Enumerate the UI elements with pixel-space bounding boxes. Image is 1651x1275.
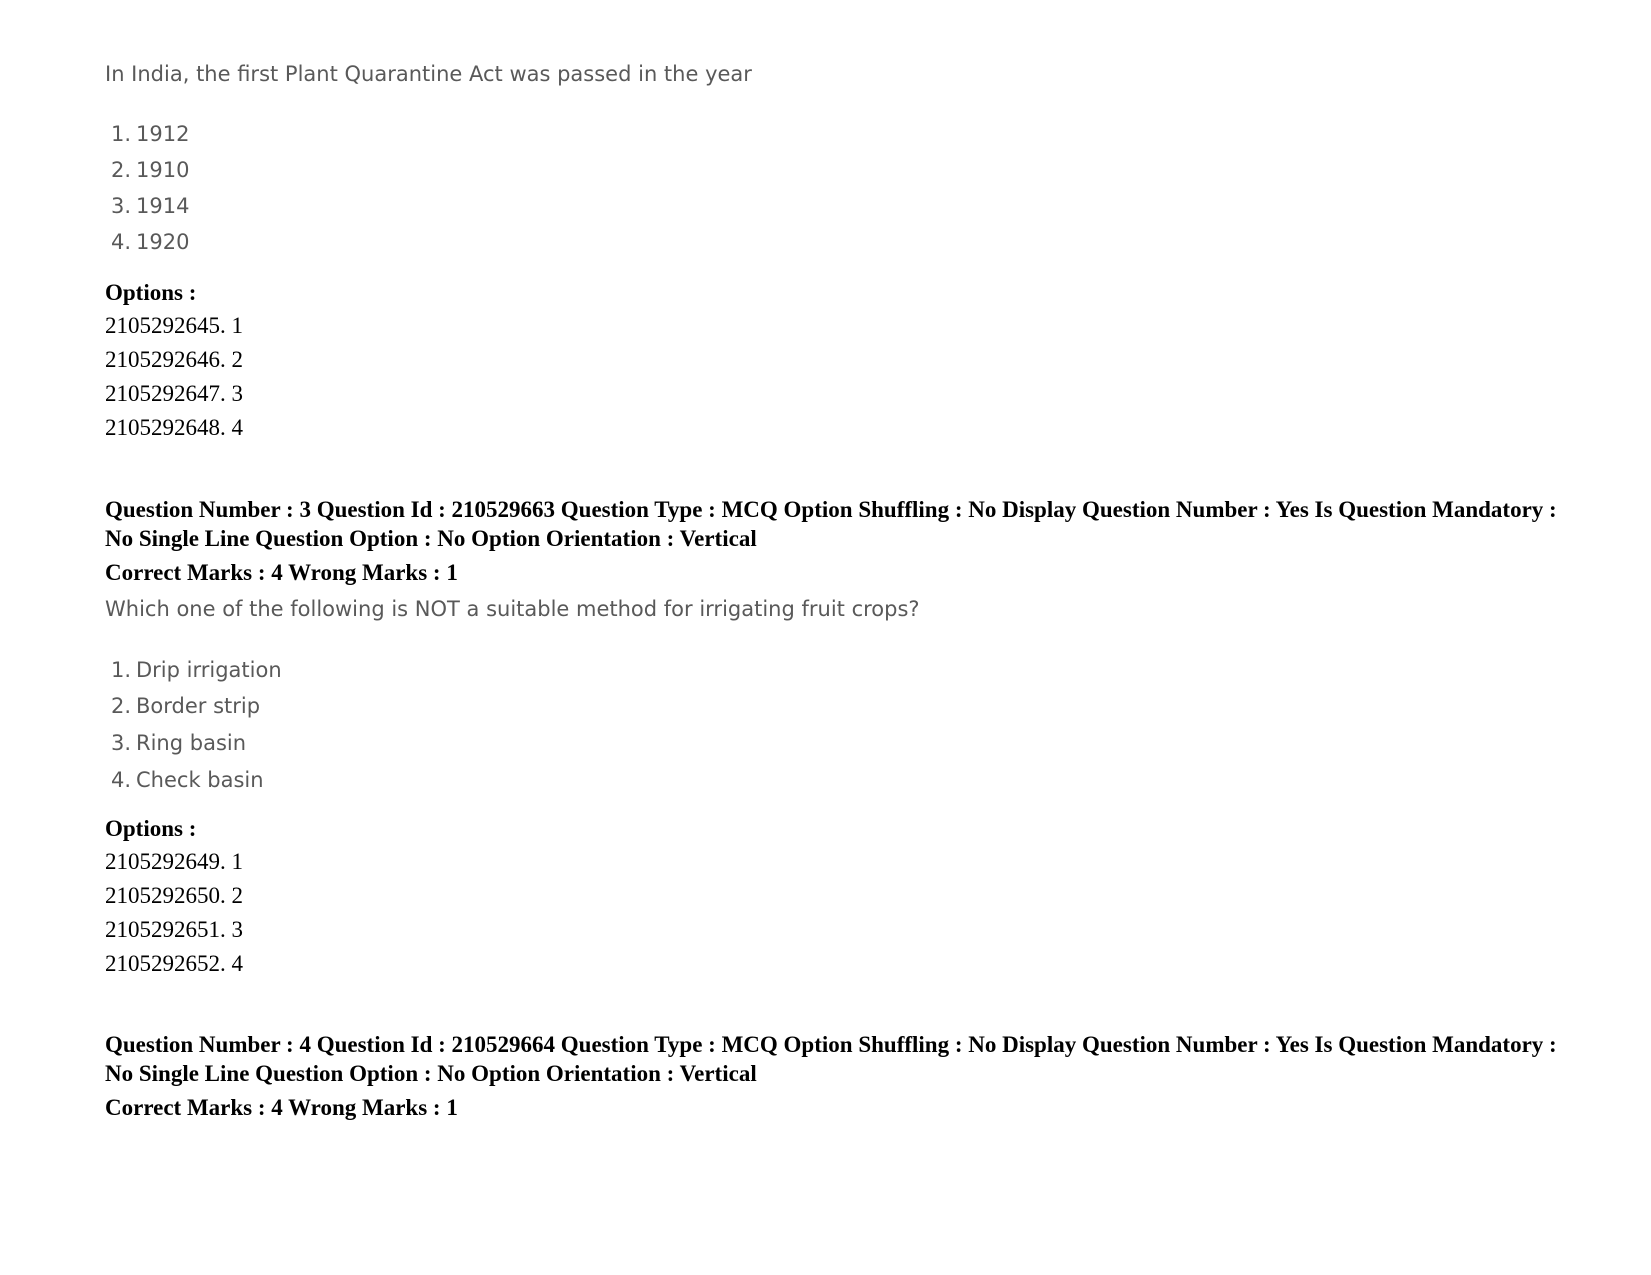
question-3-option-id-3: 2105292651. 3 — [105, 917, 243, 942]
question-3-choice-2 — [105, 694, 260, 718]
choice-text: Border strip — [136, 694, 261, 718]
question-2-option-id-3: 2105292647. 3 — [105, 381, 243, 406]
question-2-choice-2 — [105, 158, 189, 182]
choice-number: 4. — [111, 768, 132, 792]
choice-number: 3. — [111, 194, 132, 218]
question-2-text: In India, the first Plant Quarantine Act was passed in the year — [105, 62, 752, 86]
question-3-option-id-4: 2105292652. 4 — [105, 951, 243, 976]
choice-text: 1912 — [136, 122, 190, 146]
choice-number: 1. — [111, 658, 132, 682]
choice-number: 1. — [111, 122, 132, 146]
question-3-choice-3 — [105, 731, 246, 755]
question-2-choice-4 — [105, 230, 189, 254]
choice-text: Ring basin — [136, 731, 247, 755]
question-3-meta: Question Number : 3 Question Id : 210529663 Question Type : MCQ Option Shuffling : No Display Question Number : Yes Is Question Mandatory : No Single Line Question Option : No Option Orientation : Vertical — [105, 497, 1557, 551]
question-3-choice-1 — [105, 658, 282, 682]
question-2-choice-3 — [105, 194, 189, 218]
choice-text: Check basin — [136, 768, 264, 792]
question-3-options-label: Options : — [105, 816, 197, 841]
question-3-choice-4 — [105, 768, 264, 792]
question-2-option-id-2: 2105292646. 2 — [105, 347, 243, 372]
question-3-option-id-1: 2105292649. 1 — [105, 849, 243, 874]
question-2-option-id-4: 2105292648. 4 — [105, 415, 243, 440]
choice-text: 1910 — [136, 158, 190, 182]
choice-text: 1920 — [136, 230, 190, 254]
question-3-marks: Correct Marks : 4 Wrong Marks : 1 — [105, 560, 458, 585]
question-2-options-label: Options : — [105, 280, 197, 305]
question-2-option-id-1: 2105292645. 1 — [105, 313, 243, 338]
choice-text: 1914 — [136, 194, 190, 218]
choice-number: 3. — [111, 731, 132, 755]
question-4-meta: Question Number : 4 Question Id : 210529664 Question Type : MCQ Option Shuffling : No Display Question Number : Yes Is Question Mandatory : No Single Line Question Option : No Option Orientation : Vertical — [105, 1032, 1557, 1086]
choice-number: 2. — [111, 694, 132, 718]
question-4-marks: Correct Marks : 4 Wrong Marks : 1 — [105, 1095, 458, 1120]
choice-number: 4. — [111, 230, 132, 254]
choice-number: 2. — [111, 158, 132, 182]
question-3-text: Which one of the following is NOT a suitable method for irrigating fruit crops? — [105, 597, 920, 621]
choice-text: Drip irrigation — [136, 658, 282, 682]
question-3-option-id-2: 2105292650. 2 — [105, 883, 243, 908]
question-2-choice-1 — [105, 122, 189, 146]
